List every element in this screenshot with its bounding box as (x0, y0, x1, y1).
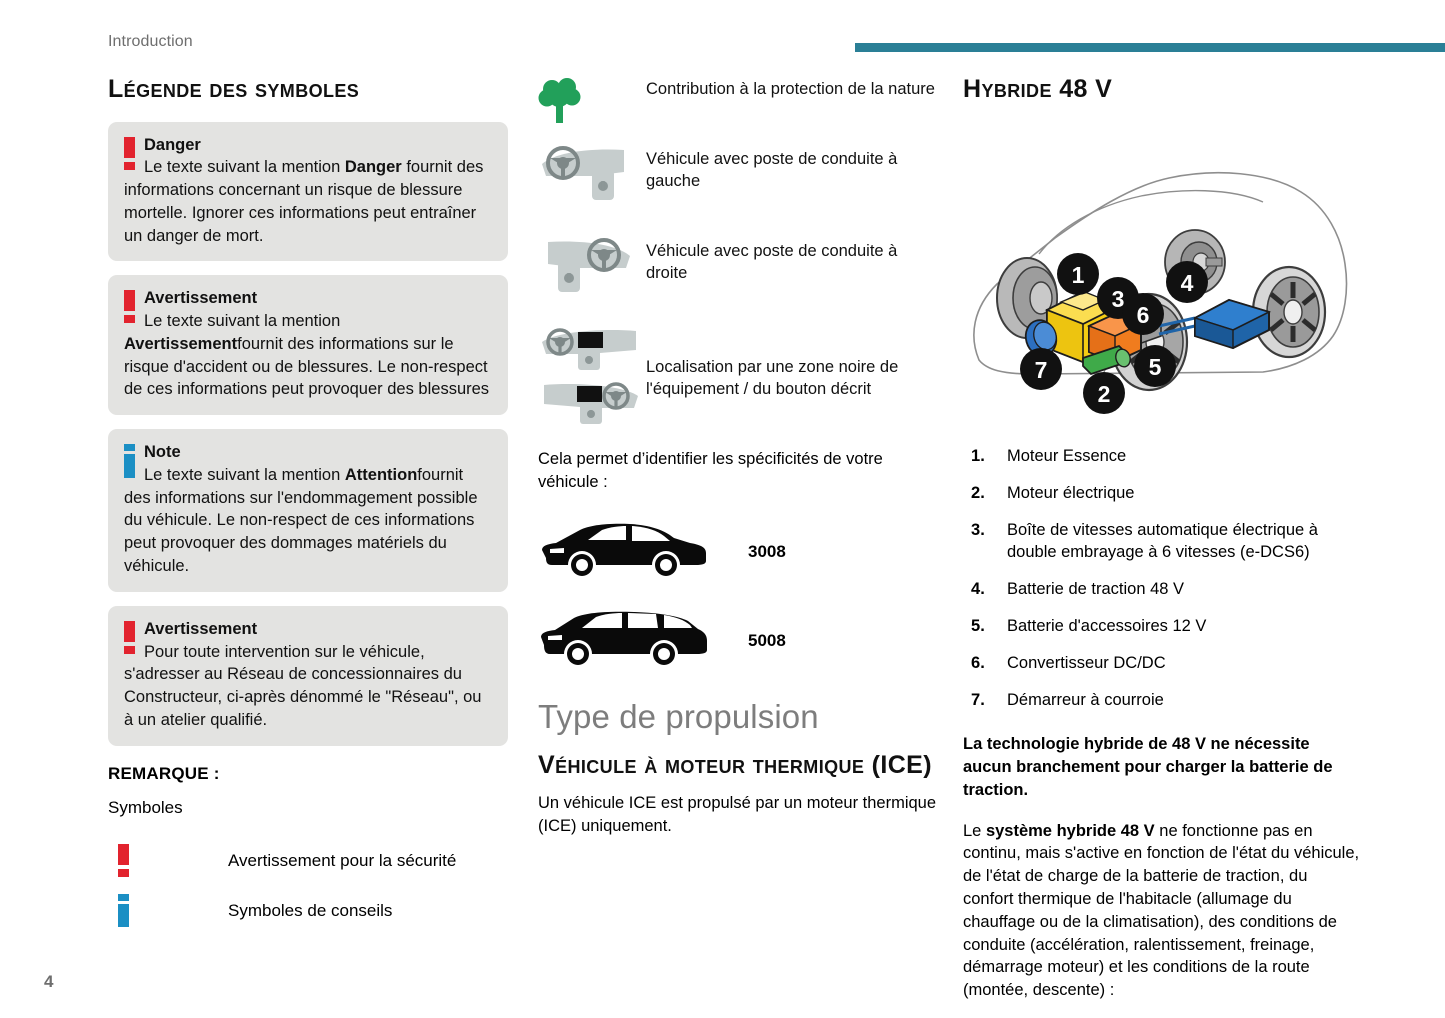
page-title-legende: Légende des symboles (108, 75, 360, 103)
legend-item-label: Localisation par une zone noire de l'équipement / du bouton décrit (646, 358, 899, 399)
callout-body-lead: Pour toute intervention sur le véhicule, s'adresser au Réseau de concessionnaires du Constructeur, ci-après dénommé le "Réseau", ou à un atelier qualifié. (124, 642, 482, 729)
callout-body-rest: fournit des informations concernant un risque de blessure mortelle. Ignorer ces informations peut entraîner un danger de mort. (124, 158, 484, 245)
legend-item-lhd (538, 146, 938, 208)
callout-body-bold: Attention (344, 465, 418, 484)
model-row-5008 (538, 609, 938, 672)
callout-avertissement-1 (108, 275, 508, 415)
callout-body-rest: fournit des informations sur l'endommagement possible du véhicule. Le non-respect de ces informations peut provoquer des dommages matériels du véhicule. (124, 465, 478, 575)
section-header-label: Introduction (108, 33, 193, 50)
legend-item-rhd (538, 238, 938, 300)
model-row-3008 (538, 520, 938, 583)
tree-nature-icon (538, 76, 646, 124)
section-title-propulsion: Type de propulsion (538, 698, 819, 736)
callout-body-bold: Avertissement (124, 334, 238, 353)
exclamation-mark-icon (124, 137, 135, 171)
information-i-icon (108, 894, 228, 927)
svg-text:5: 5 (1148, 353, 1162, 380)
part-item: Batterie de traction 48 V (1007, 579, 1185, 598)
model-name: 3008 (748, 541, 786, 561)
hybrid-body-bold: système hybride 48 V (985, 821, 1155, 840)
hybrid-parts-list (963, 445, 1361, 712)
part-item: Moteur électrique (1007, 483, 1135, 502)
hybrid-body-lead: Le (963, 821, 986, 840)
remark-title: REMARQUE : (108, 763, 220, 783)
callout-title: Avertissement (144, 619, 258, 638)
exclamation-mark-icon (108, 844, 228, 877)
left-hand-drive-icon (538, 146, 646, 208)
hybrid-bold-paragraph: La technologie hybride de 48 V ne nécessite aucun branchement pour charger la batterie de traction. (963, 735, 1333, 799)
car-silhouette-3008-icon (538, 520, 738, 583)
symbol-row-label: Avertissement pour la sécurité (228, 850, 457, 870)
callout-body-rest: fournit des informations sur le risque d'accident ou de blessures. Le non-respect de ces informations peut provoquer des blessures (124, 334, 490, 399)
legend-item-black-zone (538, 326, 938, 430)
callout-title: Note (144, 443, 181, 462)
callout-body-lead: Le texte suivant la mention (144, 312, 341, 331)
header-rule (855, 43, 1445, 52)
symbol-row-label: Symboles de conseils (228, 900, 393, 920)
part-item: Convertisseur DC/DC (1007, 654, 1166, 673)
callout-note (108, 429, 508, 592)
hybrid-body-paragraph (963, 820, 1361, 1002)
svg-text:4: 4 (1180, 269, 1194, 296)
right-column (963, 76, 1361, 1002)
model-name: 5008 (748, 630, 786, 650)
information-i-icon (124, 444, 135, 478)
hybrid-body-rest: ne fonctionne pas en continu, mais s'active en fonction de l'état du véhicule, de l'état de charge de la batterie de traction, du confort thermique de l'habitacle (allumage du chauffage ou de la climatisation), des conditions de conduite (accélération, ralentissement, freinage, démarrage moteur) et les conditions de la route (montée, descente) : (963, 821, 1360, 1000)
callout-title: Danger (144, 135, 201, 154)
svg-text:2: 2 (1097, 380, 1111, 407)
exclamation-mark-icon (124, 621, 135, 655)
part-item: Moteur Essence (1007, 446, 1127, 465)
hybrid-powertrain-diagram (963, 122, 1361, 427)
callout-body-lead: Le texte suivant la mention (144, 465, 345, 484)
part-item: Boîte de vitesses automatique électrique à double embrayage à 6 vitesses (e-DCS6) (1007, 520, 1318, 561)
ice-body-text: Un véhicule ICE est propulsé par un moteur thermique (ICE) uniquement. (538, 793, 937, 835)
legend-item-label: Contribution à la protection de la nature (646, 80, 935, 98)
svg-text:7: 7 (1034, 356, 1048, 383)
left-column (108, 76, 508, 936)
callout-title: Avertissement (144, 289, 258, 308)
part-item: Batterie d'accessoires 12 V (1007, 617, 1207, 636)
symbol-row-advice (108, 886, 508, 936)
symbol-row-safety (108, 836, 508, 886)
right-hand-drive-icon (538, 238, 646, 300)
middle-column (538, 76, 938, 838)
section-title-hybride-48v: Hybride 48 V (963, 75, 1113, 103)
svg-text:6: 6 (1136, 301, 1150, 328)
svg-text:3: 3 (1111, 285, 1125, 312)
black-zone-location-icon (538, 326, 646, 430)
legend-item-label: Véhicule avec poste de conduite à droite (646, 242, 898, 283)
page-number: 4 (44, 972, 54, 991)
svg-text:1: 1 (1071, 261, 1085, 288)
legend-item-label: Véhicule avec poste de conduite à gauche (646, 150, 898, 191)
car-silhouette-5008-icon (538, 609, 738, 672)
callout-danger (108, 122, 508, 262)
callout-body-bold: Danger (344, 158, 402, 177)
identify-intro-text: Cela permet d’identifier les spécificités de votre véhicule : (538, 450, 883, 492)
part-item: Démarreur à courroie (1007, 691, 1164, 710)
exclamation-mark-icon (124, 290, 135, 324)
callout-body-lead: Le texte suivant la mention (144, 158, 345, 177)
callout-avertissement-2 (108, 606, 508, 746)
subsection-title-ice: Véhicule à moteur thermique (ICE) (538, 751, 932, 780)
legend-item-nature (538, 76, 938, 124)
remark-subtitle: Symboles (108, 797, 183, 817)
